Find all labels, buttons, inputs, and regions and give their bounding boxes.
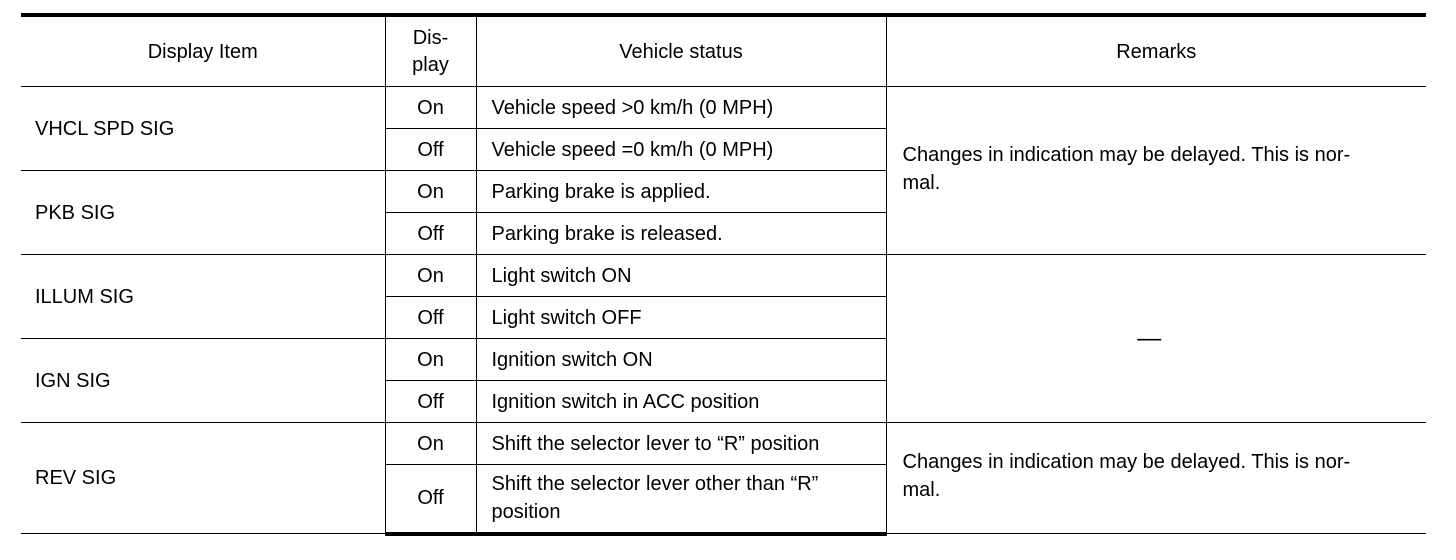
header-vehicle-status: Vehicle status [476,15,886,87]
status-cell: Parking brake is released. [476,213,886,255]
table-row [21,87,1426,129]
header-display-item: Display Item [21,15,385,87]
display-cell: On [385,171,476,213]
remarks-text: Changes in indication may be delayed. This is nor- mal. [902,143,1351,194]
remarks-cell [886,423,1426,534]
status-cell: Light switch OFF [476,297,886,339]
display-cell: On [385,255,476,297]
status-cell: Ignition switch in ACC position [476,381,886,423]
status-cell: Light switch ON [476,255,886,297]
header-remarks: Remarks [886,15,1426,87]
remarks-text: Changes in indication may be delayed. This is nor- mal. [902,451,1351,501]
status-cell: Shift the selector lever to “R” position [476,423,886,465]
status-cell: Parking brake is applied. [476,171,886,213]
item-cell: VHCL SPD SIG [21,87,385,171]
table-row [21,255,1426,297]
status-cell: Vehicle speed =0 km/h (0 MPH) [476,129,886,171]
table-row [21,423,1426,465]
display-cell: Off [385,297,476,339]
status-cell: Shift the selector lever other than “R” position [476,465,886,534]
status-cell: Ignition switch ON [476,339,886,381]
table-header-row [21,15,1426,87]
display-cell: Off [385,129,476,171]
item-cell: IGN SIG [21,339,385,423]
display-cell: On [385,423,476,465]
display-cell: On [385,87,476,129]
display-cell: On [385,339,476,381]
remarks-dash: — [886,255,1426,423]
display-cell: Off [385,465,476,534]
item-cell: ILLUM SIG [21,255,385,339]
header-display [385,15,476,87]
display-cell: Off [385,213,476,255]
header-display-text: Dis- play [412,26,449,76]
status-cell: Vehicle speed >0 km/h (0 MPH) [476,87,886,129]
item-cell: REV SIG [21,423,385,534]
signal-spec-table [21,13,1426,536]
display-cell: Off [385,381,476,423]
item-cell: PKB SIG [21,171,385,255]
remarks-cell [886,87,1426,255]
